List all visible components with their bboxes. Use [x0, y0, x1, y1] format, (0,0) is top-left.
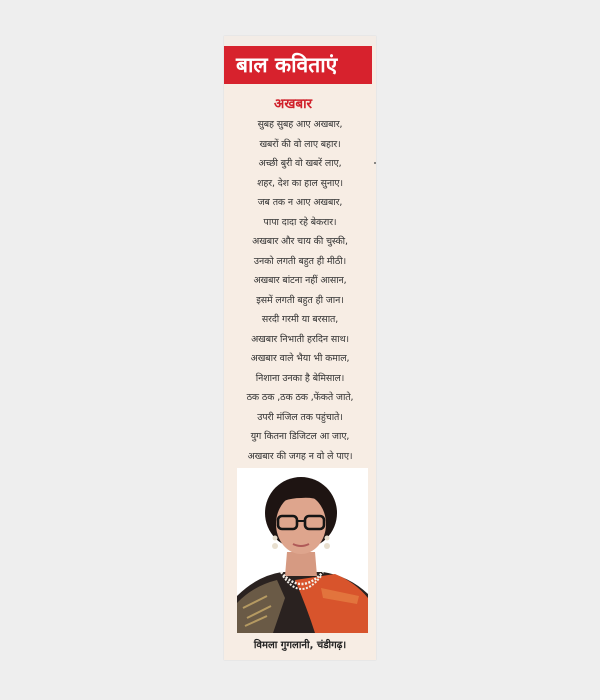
poem-line: जब तक न आए अखबार, — [257, 197, 343, 208]
poem-line: उनको लगती बहुत ही मीठी। — [253, 255, 347, 267]
stray-mark — [374, 162, 376, 164]
newspaper-clipping — [224, 36, 376, 660]
author-photo — [237, 468, 368, 633]
poem-line: अखबार वाले भैया भी कमाल, — [250, 353, 350, 364]
section-header: बाल कविताएं — [224, 46, 372, 84]
poem-line: निशाना उनका है बेमिसाल। — [255, 372, 345, 384]
poem-line: उपरी मंजिल तक पहुंचाते। — [257, 411, 343, 423]
poem-line: सुबह सुबह आए अखबार, — [257, 119, 343, 130]
poem-line: अखबार बांटना नहीं आसान, — [253, 275, 347, 286]
poem-line: इसमें लगती बहुत ही जान। — [256, 294, 344, 306]
poem-body — [224, 115, 376, 466]
clipping-top-strip — [224, 36, 376, 46]
poem-line: अच्छी बुरी वो खबरें लाए, — [258, 158, 342, 169]
poem-line: युग कितना डिजिटल आ जाए, — [250, 431, 350, 442]
poem-line: सरदी गरमी या बरसात, — [261, 314, 339, 325]
poem-line: अखबार और चाय की चुस्की, — [252, 236, 348, 247]
author-caption: विमला गुगलानी, चंडीगढ़। — [253, 640, 347, 651]
poem-line: खबरों की वो लाए बहार। — [259, 138, 341, 150]
poem-title: अखबार — [274, 96, 313, 112]
poem-line: पापा दादा रहे बेकरार। — [263, 216, 337, 228]
poem-line: अखबार की जगह न वो ले पाए। — [247, 450, 353, 462]
poem-line: ठक ठक ,ठक ठक ,फेंकते जाते, — [246, 392, 354, 403]
poem-line: शहर, देश का हाल सुनाए। — [257, 177, 343, 189]
poem-line: अखबार निभाती हरदिन साथ। — [251, 333, 349, 345]
